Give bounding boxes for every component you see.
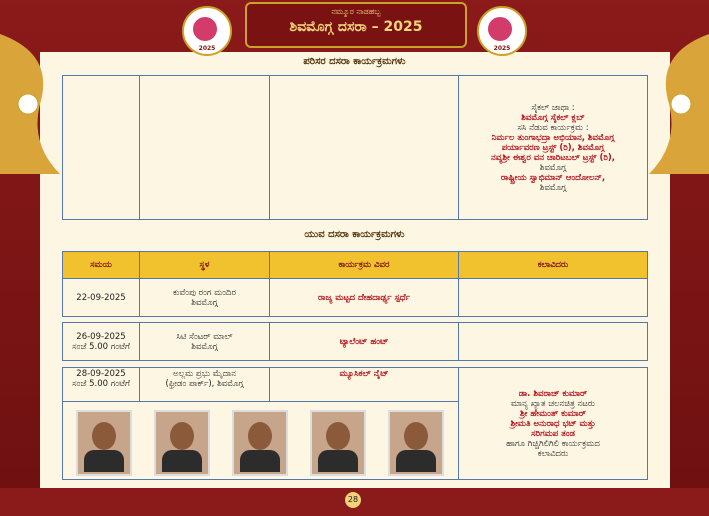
empty-cell <box>140 76 270 220</box>
row-date: 22-09-2025 <box>76 292 126 303</box>
text-line: ಹಾಗೂ ಗಿಚ್ಚಿಗಿಲಿಗಿಲಿ ಕಾರ್ಯಕ್ರಮದ <box>506 438 600 449</box>
title-banner <box>245 2 467 48</box>
row-date: 26-09-2025 <box>76 331 126 342</box>
column-header-artists: ಕಲಾವಿದರು <box>459 252 648 279</box>
section-heading-parisara: ಪರಿಸರ ದಸರಾ ಕಾರ್ಯಕ್ರಮಗಳು <box>303 56 406 67</box>
row-time: ಸಂಜೆ 5.00 ಗಂಟೆಗೆ <box>72 341 130 352</box>
text-line: ಪರ್ಯಾವರಣ ಟ್ರಸ್ಟ್ (ರಿ), ಶಿವಮೊಗ್ಗ <box>501 142 605 153</box>
empty-cell <box>459 323 648 361</box>
empty-cell <box>63 76 140 220</box>
artist-photo <box>388 410 444 476</box>
row-place: ಸಿಟಿ ಸೆಂಟರ್ ಮಾಲ್ <box>176 331 233 342</box>
table-row <box>63 279 648 317</box>
text-line: ಮಾನ್ಯ ಖ್ಯಾತ ಚಲನಚಿತ್ರ ನಟರು <box>510 398 596 409</box>
column-header-event: ಕಾರ್ಯಕ್ರಮ ವಿವರ <box>270 252 459 279</box>
artists-cell <box>459 368 648 480</box>
banner-title: ಶಿವಮೊಗ್ಗ ದಸರಾ – 2025 <box>289 19 423 35</box>
row-event: ಟ್ಯಾಲೆಂಟ್ ಹಂಟ್ <box>270 323 459 361</box>
parisara-table <box>62 75 648 220</box>
artist-photos <box>76 410 446 476</box>
row-place-line2: ಶಿವಮೊಗ್ಗ <box>191 341 218 352</box>
row-place-line2: (ಫ್ರೀಡಂ ಪಾರ್ಕ್), ಶಿವಮೊಗ್ಗ <box>165 379 244 389</box>
text-line: ನಿರ್ಮಲ ತುಂಗಾಭದ್ರಾ ಅಭಿಯಾನ, ಶಿವಮೊಗ್ಗ <box>491 132 615 143</box>
empty-cell <box>270 76 459 220</box>
parisara-details-cell <box>459 76 648 220</box>
row-place: ಅಲ್ಲಮ ಪ್ರಭು ಮೈದಾನ <box>172 369 236 379</box>
text-line: ಸಸಿ ನೆಡುವ ಕಾರ್ಯಕ್ರಮ : <box>517 122 589 133</box>
text-line: ಶ್ರೀಮತಿ ಅನುರಾಧ ಭಟ್ ಮತ್ತು <box>510 418 596 429</box>
text-line: ಶಿವಮೊಗ್ಗ <box>539 182 567 193</box>
row-date: 28-09-2025 <box>76 369 126 379</box>
page-number: 28 <box>345 492 361 508</box>
text-line: ಶಿವಮೊಗ್ಗ ಸೈಕಲ್ ಕ್ಲಬ್ <box>521 112 585 123</box>
row-place: ಕುವೆಂಪು ರಂಗ ಮಂದಿರ <box>172 287 237 298</box>
section-heading-yuva: ಯುವ ದಸರಾ ಕಾರ್ಯಕ್ರಮಗಳು <box>304 229 405 240</box>
text-line: ಸೈಕಲ್ ಜಾಥಾ : <box>531 102 575 113</box>
text-line: ಶಿವಮೊಗ್ಗ <box>539 162 567 173</box>
dasara-logo-right: 2025 <box>477 6 527 56</box>
empty-cell <box>459 279 648 317</box>
text-line: ರಾಷ್ಟ್ರೀಯ ಸ್ವಾಭಿಮಾನ್ ಆಂದೋಲನ್, <box>500 172 606 183</box>
artist-photo <box>310 410 366 476</box>
row-place-line2: ಶಿವಮೊಗ್ಗ <box>191 297 218 308</box>
left-ornament-icon <box>0 34 60 174</box>
artist-photo <box>232 410 288 476</box>
yuva-header-table <box>62 251 648 317</box>
dasara-logo-left: 2025 <box>182 6 232 56</box>
yuva-row-table <box>62 322 648 361</box>
column-header-time: ಸಮಯ <box>63 252 140 279</box>
row-event: ರಾಜ್ಯ ಮಟ್ಟದ ದೇಹದಾರ್ಢ್ಯ ಸ್ಪರ್ಧೆ <box>270 279 459 317</box>
right-ornament-icon <box>649 34 709 174</box>
table-row <box>63 323 648 361</box>
text-line: ನವ್ಯಶ್ರೀ ಈಶ್ವರ ವನ ಚಾರಿಟಬಲ್ ಟ್ರಸ್ಟ್ (ರಿ), <box>490 152 616 163</box>
banner-subtitle: ನಮ್ಮೂರ ನಾಡಹಬ್ಬ <box>331 7 381 16</box>
text-line: ಶ್ರೀ ಹೇಮಂತ್ ಕುಮಾರ್ <box>519 408 587 419</box>
artist-photo <box>154 410 210 476</box>
text-line: ಡಾ. ಶಿವರಾಜ್ ಕುಮಾರ್ <box>518 388 588 399</box>
row-event: ಮ್ಯೂಸಿಕಲ್ ನೈಟ್ <box>270 368 459 402</box>
table-row <box>63 368 648 402</box>
text-line: ಕಲಾವಿದರು <box>537 448 569 459</box>
column-header-place: ಸ್ಥಳ <box>140 252 270 279</box>
row-time: ಸಂಜೆ 5.00 ಗಂಟೆಗೆ <box>72 379 130 389</box>
text-line: ಸರಿಗಮಪ ತಂಡ <box>531 428 575 439</box>
artist-photo <box>76 410 132 476</box>
